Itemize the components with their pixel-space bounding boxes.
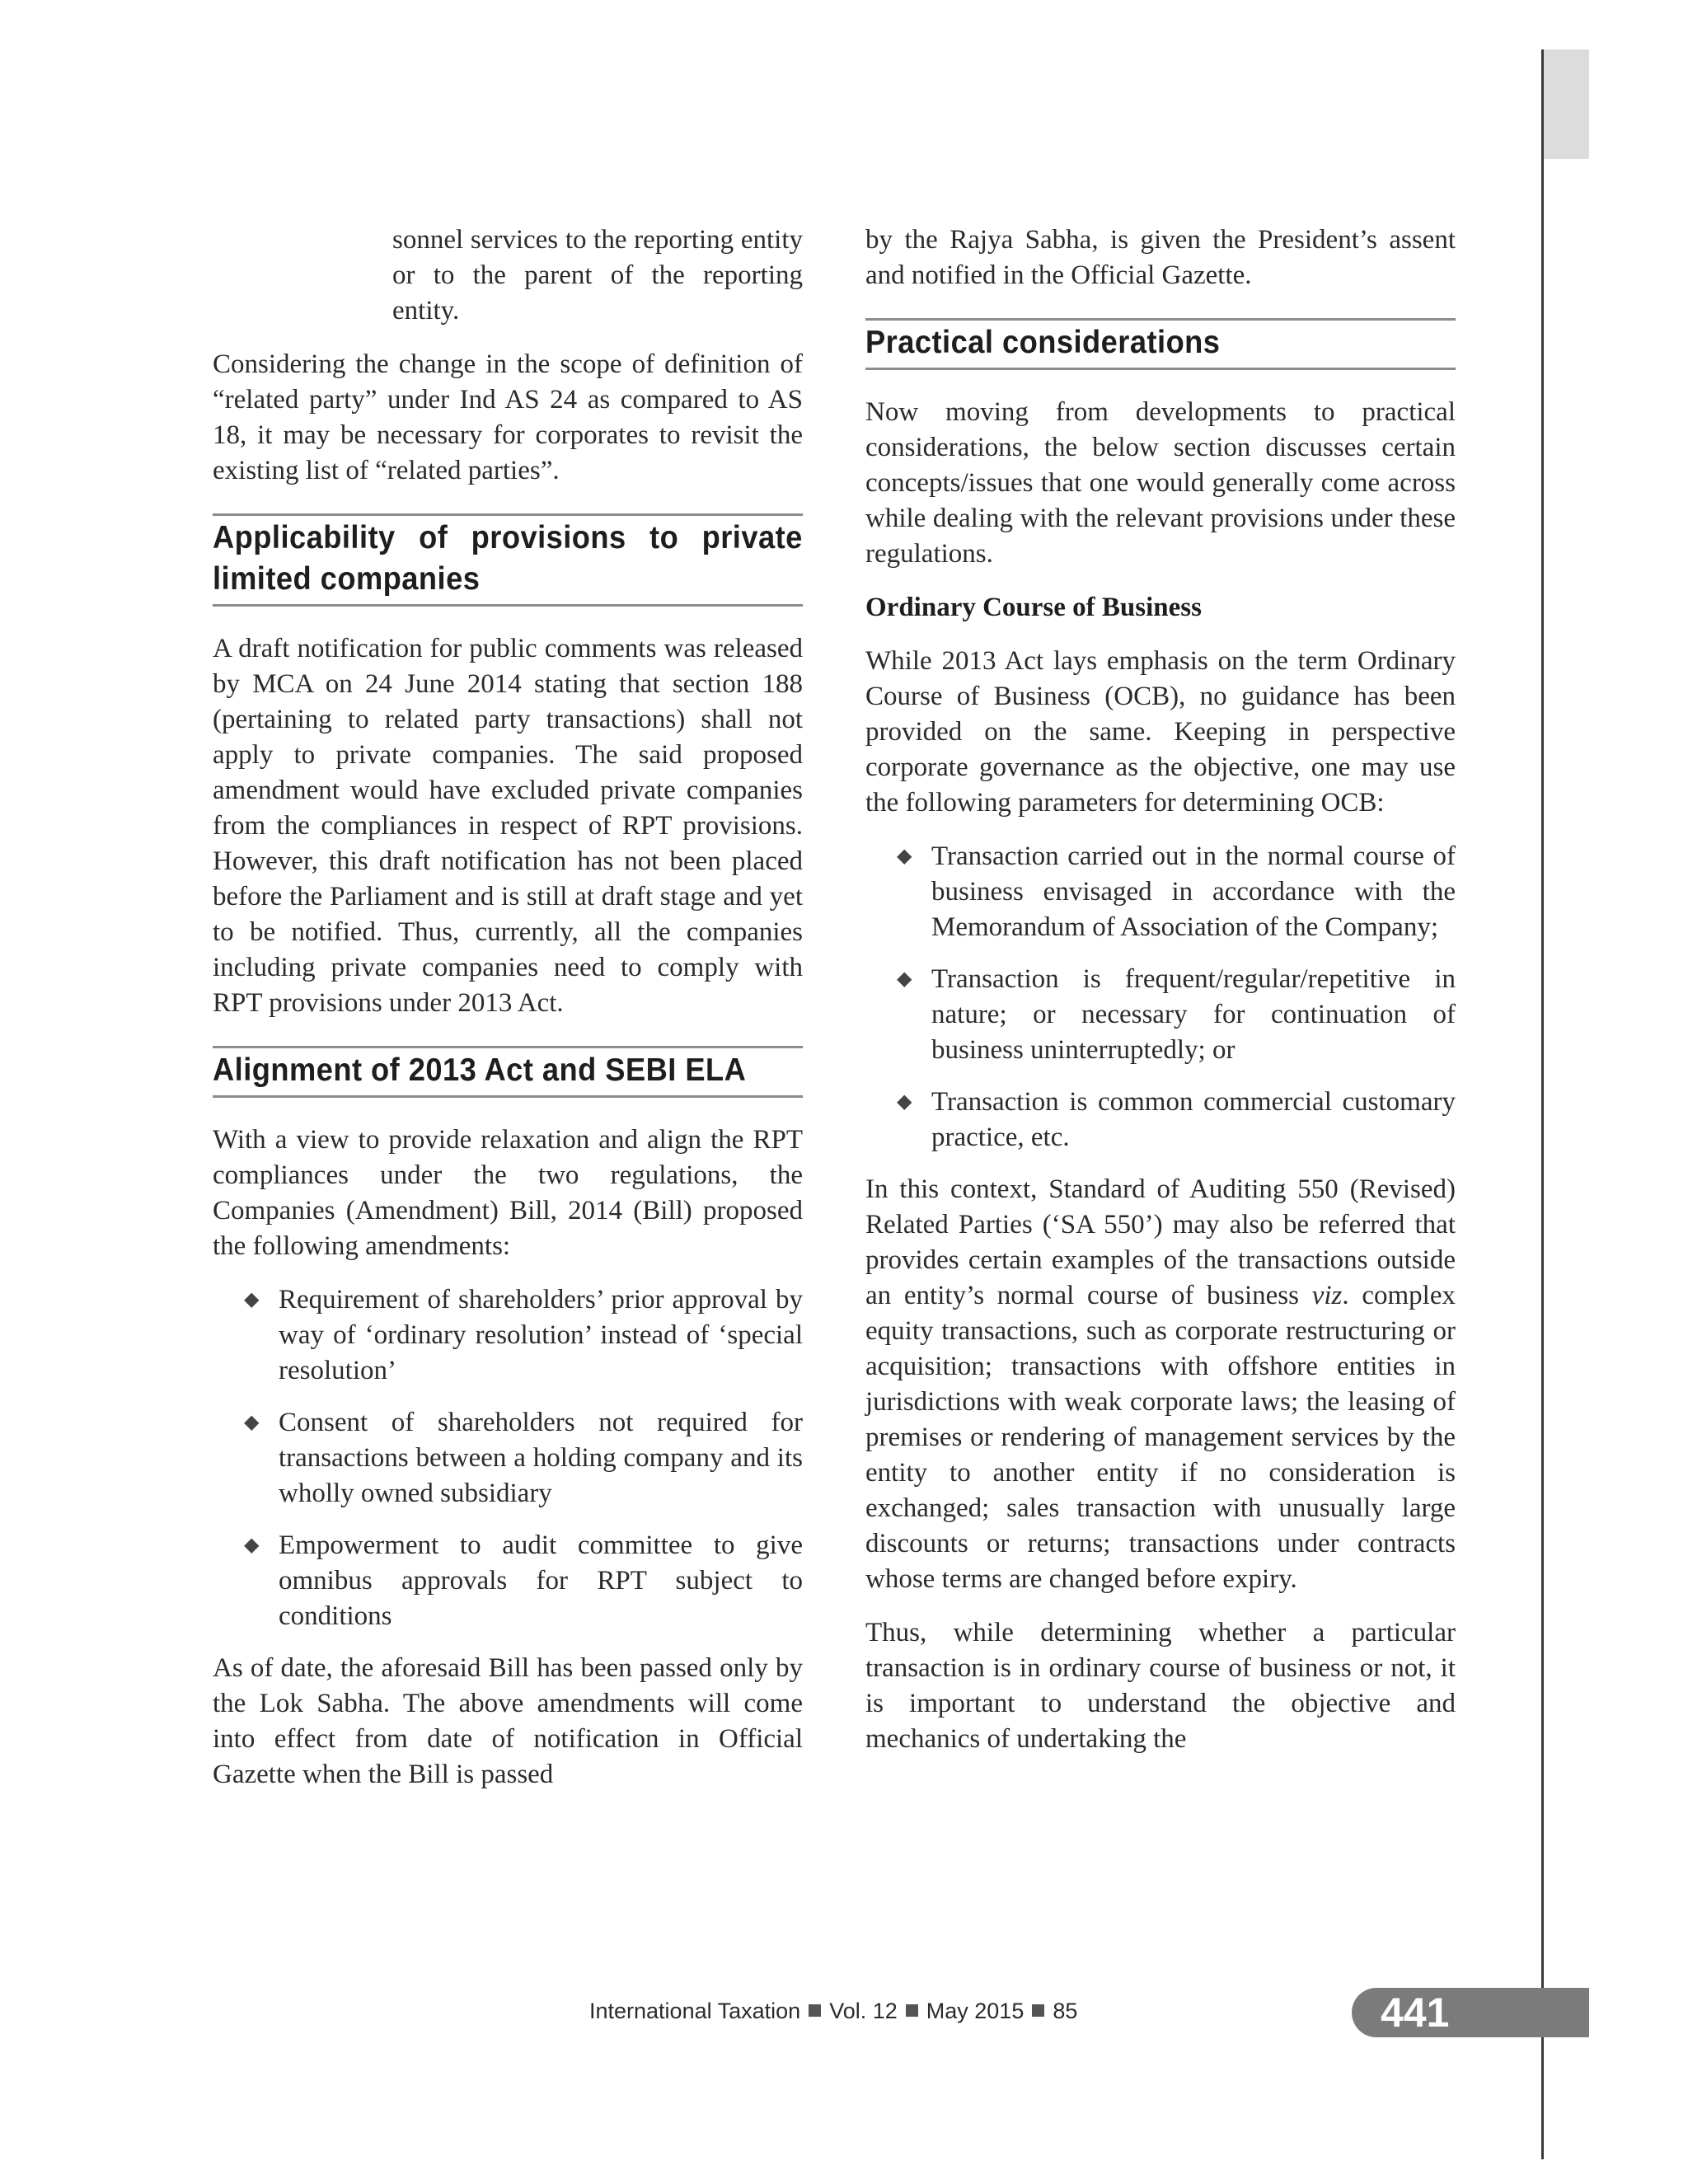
bullet-list bbox=[865, 839, 1456, 1155]
section-heading: Applicability of provisions to private limited companies bbox=[213, 513, 803, 607]
margin-rule bbox=[1541, 49, 1544, 2159]
paragraph bbox=[865, 1172, 1456, 1597]
square-separator-icon bbox=[906, 2004, 918, 2017]
paragraph: sonnel services to the reporting entity or to the parent of the reporting entity. bbox=[392, 225, 803, 326]
paragraph: Now moving from developments to practical considerations, the below section discusses certain concepts/issues that one would generally come across while dealing with the relevant provisions under these regulations. bbox=[865, 397, 1456, 569]
list-item bbox=[213, 1282, 803, 1389]
paragraph: With a view to provide relaxation and align the RPT compliances under the two regulations, the Companies (Amendment) Bill, 2014 (Bill) proposed the following amendments: bbox=[213, 1125, 803, 1261]
right-column bbox=[865, 223, 1456, 1775]
list-item-text: Transaction is common commercial customary practice, etc. bbox=[931, 1087, 1456, 1152]
section-heading: Practical considerations bbox=[865, 318, 1456, 370]
volume: Vol. 12 bbox=[829, 1999, 898, 2023]
list-item-text: Requirement of shareholders’ prior approval by way of ‘ordinary resolution’ instead of ‘special resolution’ bbox=[279, 1285, 803, 1385]
list-item-text: Consent of shareholders not required for transactions between a holding company and its wholly owned subsidiary bbox=[279, 1408, 803, 1508]
issue-date: May 2015 bbox=[926, 1999, 1025, 2023]
bullet-list bbox=[213, 1282, 803, 1634]
text-run: . complex equity transactions, such as corporate restructuring or acquisition; transactions with offshore entities in jurisdictions with weak corporate laws; the leasing of premises or rendering of management services by the entity to another entity if no consideration is exchanged; sales transaction with unusually large discounts or returns; transactions under contracts whose terms are changed before expiry. bbox=[865, 1281, 1456, 1594]
diamond-bullet-icon: ◆ bbox=[897, 846, 912, 867]
paragraph: Considering the change in the scope of definition of “related party” under Ind AS 24 as compared to AS 18, it may be necessary for corporates to revisit the existing list of “related parties”. bbox=[213, 349, 803, 485]
list-item-text: Transaction is frequent/regular/repetitive in nature; or necessary for continuation of business uninterruptedly; or bbox=[931, 964, 1456, 1065]
list-item bbox=[865, 962, 1456, 1068]
diamond-bullet-icon: ◆ bbox=[244, 1412, 260, 1433]
page-number: 441 bbox=[1381, 1990, 1450, 2036]
page-footer bbox=[589, 1994, 1077, 2027]
list-item bbox=[865, 839, 1456, 945]
paragraph: While 2013 Act lays emphasis on the term Ordinary Course of Business (OCB), no guidance has been provided on the same. Keeping in perspective corporate governance as the objective, one may use the following parameters for determining OCB: bbox=[865, 646, 1456, 818]
issue-page: 85 bbox=[1053, 1999, 1078, 2023]
list-item-text: Transaction carried out in the normal course of business envisaged in accordance with the Memorandum of Association of the Company; bbox=[931, 841, 1456, 942]
paragraph: by the Rajya Sabha, is given the President’s assent and notified in the Official Gazette. bbox=[865, 225, 1456, 290]
list-item bbox=[213, 1405, 803, 1511]
list-item bbox=[865, 1085, 1456, 1155]
diamond-bullet-icon: ◆ bbox=[897, 1091, 912, 1113]
page-number-badge bbox=[1352, 1988, 1589, 2037]
paragraph: As of date, the aforesaid Bill has been passed only by the Lok Sabha. The above amendments will come into effect from date of notification in Official Gazette when the Bill is passed bbox=[213, 1653, 803, 1789]
list-item-text: Empowerment to audit committee to give omnibus approvals for RPT subject to conditions bbox=[279, 1530, 803, 1631]
diamond-bullet-icon: ◆ bbox=[244, 1535, 260, 1556]
diamond-bullet-icon: ◆ bbox=[897, 968, 912, 990]
paragraph: Thus, while determining whether a particular transaction is in ordinary course of business or not, it is important to understand the objective and mechanics of undertaking the bbox=[865, 1618, 1456, 1754]
text-run: In this context, Standard of Auditing 550 (Revised) Related Parties (‘SA 550’) may also be referred that provides certain examples of the transactions outside an entity’s normal course of business bbox=[865, 1174, 1456, 1310]
margin-tab bbox=[1544, 49, 1589, 159]
diamond-bullet-icon: ◆ bbox=[244, 1289, 260, 1310]
left-column bbox=[213, 223, 803, 1811]
italic-term: viz bbox=[1311, 1281, 1343, 1310]
journal-name: International Taxation bbox=[589, 1999, 801, 2023]
subheading: Ordinary Course of Business bbox=[865, 593, 1202, 622]
section-heading: Alignment of 2013 Act and SEBI ELA bbox=[213, 1046, 803, 1098]
list-item bbox=[213, 1528, 803, 1634]
square-separator-icon bbox=[1032, 2004, 1044, 2017]
paragraph: A draft notification for public comments was released by MCA on 24 June 2014 stating that section 188 (pertaining to related party transactions) shall not apply to private companies. The said proposed amendment would have excluded private companies from the compliances in respect of RPT provisions. However, this draft notification has not been placed before the Parliament and is still at draft stage and yet to be notified. Thus, currently, all the companies including private companies need to comply with RPT provisions under 2013 Act. bbox=[213, 634, 803, 1018]
square-separator-icon bbox=[809, 2004, 821, 2017]
